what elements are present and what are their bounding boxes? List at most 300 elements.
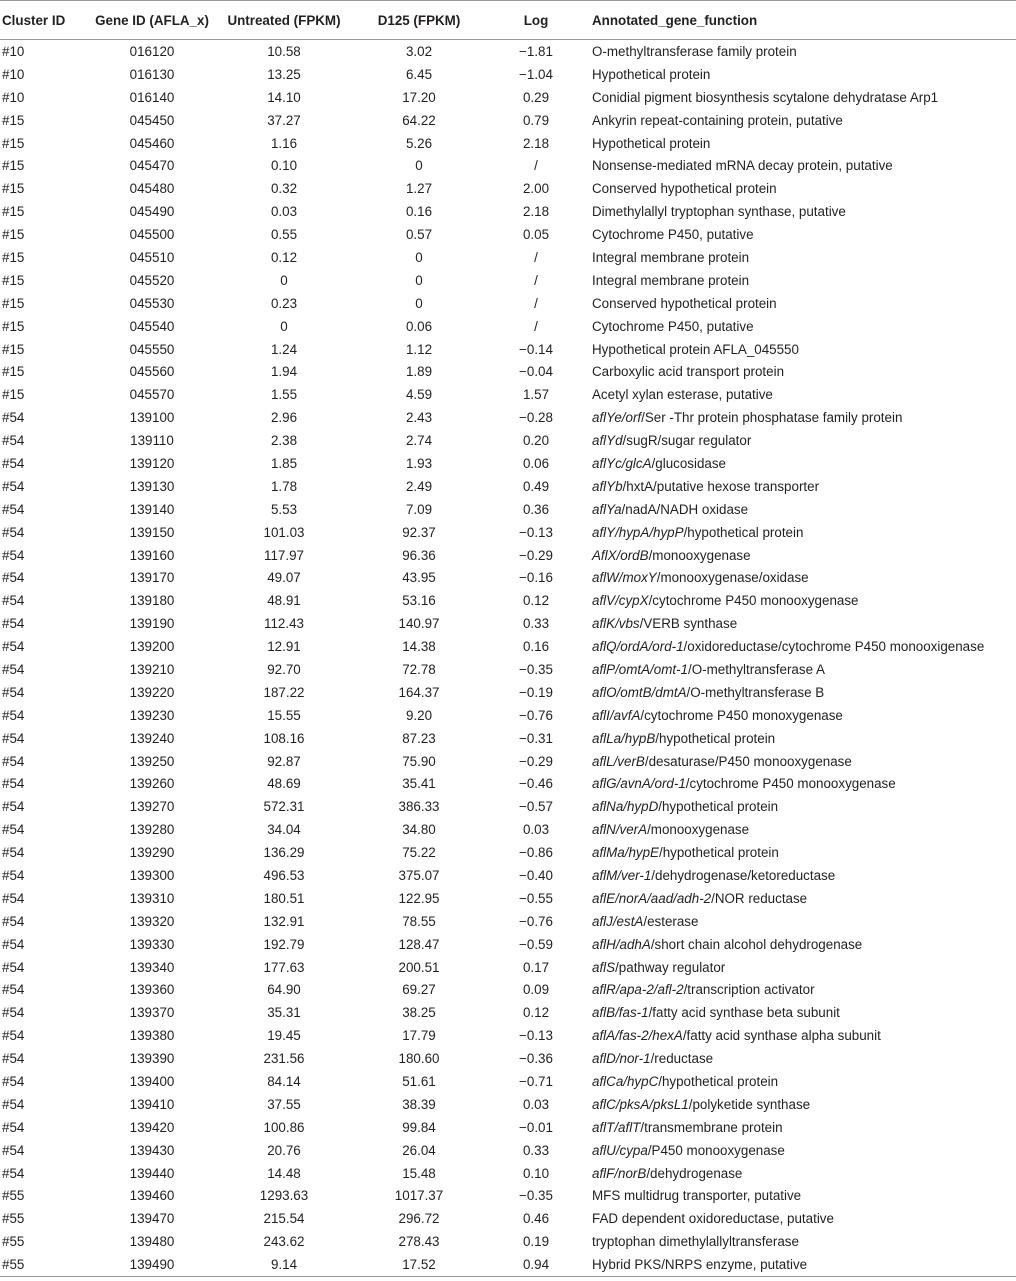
gene-id-cell: 045550 (129, 341, 175, 357)
d125-fpkm-cell: 17.20 (402, 89, 436, 105)
log-cell: 2.18 (522, 135, 550, 151)
log-cell: 0.20 (522, 433, 550, 449)
d125-fpkm-cell: 1.27 (405, 181, 433, 197)
log-cell: −1.81 (519, 43, 553, 59)
header-gene-id: Gene ID (AFLA_x) (90, 1, 214, 40)
gene-id-cell: 139230 (129, 707, 175, 723)
gene-id-cell: 139110 (130, 433, 174, 449)
untreated-fpkm-cell: 1.94 (270, 364, 298, 380)
d125-fpkm-cell: 17.52 (354, 1253, 484, 1276)
function-text: Dimethylallyl tryptophan synthase, putative (592, 204, 846, 220)
gene-symbol: aflR/apa-2/afl-2 (592, 982, 684, 998)
gene-symbol: aflNa/hypD (592, 799, 659, 815)
untreated-fpkm-cell: 180.51 (263, 890, 305, 906)
gene-id-cell: 045450 (129, 112, 175, 128)
cluster-id-cell: #15 (2, 158, 25, 174)
table-row (0, 200, 1016, 223)
table-body (0, 40, 1016, 1277)
gene-id-cell: 139140 (129, 501, 175, 517)
d125-fpkm-cell: 140.97 (398, 616, 440, 632)
annotated-function-cell (588, 1139, 1016, 1162)
table-row (0, 773, 1016, 796)
annotated-function-cell (588, 933, 1016, 956)
log-cell: −0.14 (519, 341, 553, 357)
table-row (0, 750, 1016, 773)
table-row (0, 544, 1016, 567)
d125-fpkm-cell: 122.95 (398, 890, 440, 906)
gene-id-cell: 139490 (90, 1253, 214, 1276)
cluster-id-cell: #15 (2, 249, 25, 265)
log-cell: 0.12 (522, 593, 550, 609)
gene-symbol: aflYc/glcA (592, 455, 652, 471)
untreated-fpkm-cell: 2.38 (270, 433, 298, 449)
d125-fpkm-cell: 75.90 (402, 753, 436, 769)
untreated-fpkm-cell: 0.12 (270, 249, 298, 265)
gene-id-cell: 139200 (129, 639, 175, 655)
gene-id-cell: 045540 (129, 318, 175, 334)
gene-id-cell: 045480 (129, 181, 175, 197)
table-row (0, 795, 1016, 818)
function-text: /hypothetical protein (658, 799, 779, 815)
table-row (0, 1230, 1016, 1253)
gene-id-cell: 139220 (129, 684, 175, 700)
gene-symbol: aflG/avnA/ord-1 (592, 776, 686, 792)
annotated-function-cell (588, 315, 1016, 338)
gene-symbol: aflL/verB (592, 753, 645, 769)
gene-id-cell: 045520 (129, 272, 175, 288)
log-cell: −0.57 (519, 799, 553, 815)
table-row (0, 910, 1016, 933)
function-text: /cytochrome P450 monooxygenase (648, 593, 859, 609)
untreated-fpkm-cell: 14.48 (267, 1165, 301, 1181)
table-row (0, 360, 1016, 383)
table-row (0, 292, 1016, 315)
cluster-id-cell: #54 (2, 547, 25, 563)
gene-symbol: aflY/hypA/hypP (592, 524, 684, 540)
gene-symbol: aflD/nor-1 (592, 1051, 651, 1067)
function-text: /dehydrogenase/ketoreductase (651, 868, 836, 883)
function-text: /hypothetical protein (655, 730, 776, 746)
d125-fpkm-cell: 96.36 (402, 547, 436, 563)
d125-fpkm-cell: 278.43 (398, 1234, 440, 1250)
annotated-function-cell (588, 1024, 1016, 1047)
cluster-id-cell: #54 (2, 433, 25, 449)
log-cell: 0.12 (522, 1005, 550, 1021)
function-text: /NOR reductase (711, 890, 808, 906)
annotated-function-cell (588, 132, 1016, 155)
header-row (0, 1, 1016, 40)
function-text: /hypothetical protein (683, 524, 804, 540)
cluster-id-cell: #55 (2, 1234, 25, 1250)
table-row (0, 933, 1016, 956)
gene-symbol: aflJ/estA (592, 913, 644, 929)
table-row (0, 727, 1016, 750)
d125-fpkm-cell: 35.41 (402, 776, 436, 792)
gene-id-cell: 139250 (129, 753, 175, 769)
function-text: /transmembrane protein (640, 1119, 783, 1135)
gene-id-cell: 045500 (129, 227, 175, 243)
cluster-id-cell: #55 (2, 1211, 25, 1227)
table-row (0, 86, 1016, 109)
d125-fpkm-cell: 5.26 (405, 135, 433, 151)
gene-id-cell: 045470 (129, 158, 175, 174)
gene-symbol: aflLa/hypB (592, 730, 656, 746)
table-row (0, 383, 1016, 406)
cluster-id-cell: #54 (2, 1142, 25, 1158)
log-cell: −0.46 (519, 776, 553, 792)
cluster-id-cell: #54 (2, 822, 25, 838)
table-row (0, 109, 1016, 132)
table-row (0, 635, 1016, 658)
log-cell: / (534, 318, 538, 334)
log-cell: 0.03 (522, 1096, 550, 1112)
function-text: Carboxylic acid transport protein (592, 364, 785, 380)
function-text: Hypothetical protein (592, 135, 711, 151)
untreated-fpkm-cell: 101.03 (263, 524, 305, 540)
untreated-fpkm-cell: 177.63 (263, 959, 305, 975)
header-cluster-id: Cluster ID (0, 1, 90, 40)
untreated-fpkm-cell: 19.45 (267, 1028, 301, 1044)
gene-id-cell: 016140 (129, 89, 175, 105)
d125-fpkm-cell: 17.79 (402, 1028, 436, 1044)
annotated-function-cell (588, 727, 1016, 750)
untreated-fpkm-cell: 243.62 (263, 1234, 305, 1250)
log-cell: / (534, 295, 538, 311)
table-row (0, 1207, 1016, 1230)
annotated-function-cell (588, 383, 1016, 406)
table-header (0, 1, 1016, 40)
gene-symbol: aflE/norA/aad/adh-2 (592, 890, 712, 906)
gene-id-cell: 016130 (129, 66, 175, 82)
gene-symbol: aflP/omtA/omt-1 (592, 661, 688, 677)
table-row (0, 1253, 1016, 1276)
annotated-function-cell (588, 681, 1016, 704)
header-untreated: Untreated (FPKM) (214, 1, 354, 40)
annotated-function-cell (588, 566, 1016, 589)
function-text: Hypothetical protein (592, 66, 711, 82)
d125-fpkm-cell: 386.33 (398, 799, 440, 815)
untreated-fpkm-cell: 92.87 (267, 753, 301, 769)
untreated-fpkm-cell: 0 (280, 318, 288, 334)
table-row (0, 658, 1016, 681)
cluster-id-cell: #15 (2, 387, 25, 403)
d125-fpkm-cell: 78.55 (402, 913, 436, 929)
cluster-id-cell: #55 (0, 1253, 90, 1276)
function-text: /nadA/NADH oxidase (621, 501, 749, 517)
gene-symbol: aflO/omtB/dmtA (592, 684, 687, 700)
log-cell: −0.31 (519, 730, 553, 746)
untreated-fpkm-cell: 1.85 (270, 455, 298, 471)
log-cell: −0.13 (519, 524, 553, 540)
untreated-fpkm-cell: 0.23 (270, 295, 298, 311)
gene-symbol: aflU/cypa (592, 1142, 648, 1158)
untreated-fpkm-cell: 496.53 (263, 868, 305, 883)
log-cell: −0.59 (519, 936, 553, 952)
table-row (0, 1070, 1016, 1093)
cluster-id-cell: #54 (2, 707, 25, 723)
annotated-function-cell (588, 360, 1016, 383)
gene-symbol: aflM/ver-1 (592, 868, 652, 883)
log-cell: 1.57 (522, 387, 550, 403)
log-cell: −0.28 (519, 410, 553, 426)
table-row (0, 429, 1016, 452)
table-row (0, 1139, 1016, 1162)
gene-symbol: aflA/fas-2/hexA (592, 1028, 683, 1044)
cluster-id-cell: #15 (2, 181, 25, 197)
table-row (0, 1162, 1016, 1185)
gene-symbol: aflMa/hypE (592, 845, 659, 861)
untreated-fpkm-cell: 15.55 (267, 707, 301, 723)
annotated-function-cell (588, 1253, 1016, 1276)
d125-fpkm-cell: 3.02 (405, 43, 433, 59)
function-text: /cytochrome P450 monoxygenase (640, 707, 843, 723)
function-text: /hypothetical protein (659, 845, 779, 861)
gene-symbol: aflN/verA (592, 822, 648, 838)
gene-id-cell: 139360 (129, 982, 175, 998)
function-text: Hypothetical protein AFLA_045550 (592, 341, 799, 357)
gene-id-cell: 139480 (129, 1234, 175, 1250)
untreated-fpkm-cell: 132.91 (263, 913, 305, 929)
annotated-function-cell (588, 612, 1016, 635)
cluster-id-cell: #15 (2, 318, 25, 334)
annotated-function-cell (588, 40, 1016, 63)
d125-fpkm-cell: 375.07 (398, 868, 440, 883)
function-text: FAD dependent oxidoreductase, putative (592, 1211, 834, 1227)
log-cell: −0.16 (519, 570, 553, 586)
annotated-function-cell (588, 338, 1016, 361)
table-row (0, 521, 1016, 544)
untreated-fpkm-cell: 0.32 (270, 181, 298, 197)
annotated-function-cell (588, 429, 1016, 452)
log-cell: / (534, 272, 538, 288)
log-cell: 0.33 (522, 616, 550, 632)
gene-id-cell: 139290 (129, 845, 175, 861)
d125-fpkm-cell: 1017.37 (394, 1188, 444, 1204)
d125-fpkm-cell: 128.47 (398, 936, 440, 952)
gene-symbol: aflC/pksA/pksL1 (592, 1096, 689, 1112)
log-cell: 0.06 (522, 455, 550, 471)
table-row (0, 589, 1016, 612)
annotated-function-cell (588, 498, 1016, 521)
table-row (0, 1001, 1016, 1024)
gene-id-cell: 139420 (129, 1119, 175, 1135)
untreated-fpkm-cell: 49.07 (267, 570, 301, 586)
table-row (0, 269, 1016, 292)
gene-symbol: aflF/norB (592, 1165, 647, 1181)
untreated-fpkm-cell: 1.16 (270, 135, 298, 151)
function-text: /monooxygenase/oxidase (656, 570, 809, 586)
table-row (0, 177, 1016, 200)
log-cell: −0.29 (519, 547, 553, 563)
untreated-fpkm-cell: 215.54 (263, 1211, 305, 1227)
d125-fpkm-cell: 34.80 (402, 822, 436, 838)
d125-fpkm-cell: 7.09 (405, 501, 433, 517)
untreated-fpkm-cell: 35.31 (267, 1005, 301, 1021)
d125-fpkm-cell: 0.16 (405, 204, 433, 220)
function-text: /monooxygenase (647, 822, 750, 838)
gene-id-cell: 139210 (129, 661, 175, 677)
log-cell: 0.09 (522, 982, 550, 998)
function-text: Cytochrome P450, putative (592, 318, 754, 334)
function-text: /hypothetical protein (658, 1074, 779, 1090)
gene-symbol: aflV/cypX (592, 593, 649, 609)
untreated-fpkm-cell: 572.31 (263, 799, 305, 815)
table-row (0, 864, 1016, 887)
table-row (0, 246, 1016, 269)
annotated-function-cell (588, 589, 1016, 612)
log-cell: −0.36 (519, 1051, 553, 1067)
untreated-fpkm-cell: 192.79 (263, 936, 305, 952)
untreated-fpkm-cell: 14.10 (267, 89, 301, 105)
annotated-function-cell (588, 1230, 1016, 1253)
cluster-id-cell: #54 (2, 478, 25, 494)
annotated-function-cell (588, 956, 1016, 979)
function-text: Integral membrane protein (592, 272, 750, 288)
d125-fpkm-cell: 4.59 (405, 387, 433, 403)
log-cell: −1.04 (519, 66, 553, 82)
d125-fpkm-cell: 1.93 (405, 455, 433, 471)
annotated-function-cell (588, 177, 1016, 200)
d125-fpkm-cell: 2.43 (405, 410, 433, 426)
cluster-id-cell: #54 (2, 845, 25, 861)
gene-symbol: aflS (592, 959, 616, 975)
log-cell: −0.29 (519, 753, 553, 769)
untreated-fpkm-cell: 0 (280, 272, 288, 288)
gene-id-cell: 139300 (129, 868, 175, 883)
gene-id-cell: 139340 (129, 959, 175, 975)
untreated-fpkm-cell: 20.76 (267, 1142, 301, 1158)
log-cell: 2.00 (522, 181, 550, 197)
gene-symbol: aflB/fas-1 (592, 1005, 649, 1021)
d125-fpkm-cell: 53.16 (402, 593, 436, 609)
gene-id-cell: 139470 (129, 1211, 175, 1227)
d125-fpkm-cell: 51.61 (402, 1074, 436, 1090)
table-row (0, 1116, 1016, 1139)
annotated-function-cell (588, 86, 1016, 109)
function-text: Cytochrome P450, putative (592, 227, 754, 243)
table-row (0, 132, 1016, 155)
log-cell: 0.79 (522, 112, 550, 128)
gene-id-cell: 139370 (129, 1005, 175, 1021)
cluster-id-cell: #54 (2, 1005, 25, 1021)
untreated-fpkm-cell: 48.91 (267, 593, 301, 609)
gene-symbol: aflK/vbs (592, 616, 640, 632)
cluster-id-cell: #10 (2, 89, 25, 105)
annotated-function-cell (588, 773, 1016, 796)
untreated-fpkm-cell: 0.10 (270, 158, 298, 174)
function-text: /esterase (643, 913, 699, 929)
untreated-fpkm-cell: 1293.63 (259, 1188, 309, 1204)
annotated-function-cell (588, 887, 1016, 910)
table-row (0, 612, 1016, 635)
table-row (0, 63, 1016, 86)
annotated-function-cell (588, 818, 1016, 841)
log-cell: 0.19 (522, 1234, 550, 1250)
untreated-fpkm-cell: 0.55 (270, 227, 298, 243)
untreated-fpkm-cell: 231.56 (263, 1051, 305, 1067)
d125-fpkm-cell: 6.45 (405, 66, 433, 82)
cluster-id-cell: #54 (2, 593, 25, 609)
d125-fpkm-cell: 75.22 (402, 845, 436, 861)
table-row (0, 452, 1016, 475)
cluster-id-cell: #54 (2, 753, 25, 769)
log-cell: 0.03 (522, 822, 550, 838)
gene-symbol: aflI/avfA (592, 707, 641, 723)
cluster-id-cell: #54 (2, 501, 25, 517)
annotated-function-cell (588, 1116, 1016, 1139)
d125-fpkm-cell: 92.37 (402, 524, 436, 540)
table-row (0, 704, 1016, 727)
gene-id-cell: 139380 (129, 1028, 175, 1044)
annotated-function-cell (588, 452, 1016, 475)
log-cell: −0.04 (519, 364, 553, 380)
cluster-id-cell: #15 (2, 135, 25, 151)
gene-id-cell: 139180 (129, 593, 175, 609)
gene-symbol: aflYb (592, 478, 623, 494)
log-cell: / (534, 249, 538, 265)
function-text: /transcription activator (683, 982, 815, 998)
function-text: /glucosidase (651, 455, 726, 471)
annotated-function-cell (588, 1001, 1016, 1024)
table-row (0, 315, 1016, 338)
annotated-function-cell (588, 521, 1016, 544)
log-cell: 0.10 (522, 1165, 550, 1181)
annotated-function-cell (588, 1047, 1016, 1070)
cluster-id-cell: #15 (2, 341, 25, 357)
log-cell: −0.01 (519, 1119, 553, 1135)
annotated-function-cell (588, 154, 1016, 177)
annotated-function-cell (588, 200, 1016, 223)
gene-id-cell: 139460 (129, 1188, 175, 1204)
d125-fpkm-cell: 38.25 (402, 1005, 436, 1021)
d125-fpkm-cell: 14.38 (402, 639, 436, 655)
log-cell: 0.17 (522, 959, 550, 975)
cluster-id-cell: #15 (2, 112, 25, 128)
function-text: /oxidoreductase/cytochrome P450 monooxigenase (683, 639, 985, 655)
gene-symbol: aflCa/hypC (592, 1074, 659, 1090)
annotated-function-cell (588, 750, 1016, 773)
cluster-id-cell: #54 (2, 524, 25, 540)
table-row (0, 1185, 1016, 1208)
function-text: Conserved hypothetical protein (592, 181, 777, 197)
table-row (0, 979, 1016, 1002)
table-row (0, 1093, 1016, 1116)
untreated-fpkm-cell: 48.69 (267, 776, 301, 792)
function-text: tryptophan dimethylallyltransferase (592, 1234, 799, 1250)
untreated-fpkm-cell: 9.14 (214, 1253, 354, 1276)
d125-fpkm-cell: 164.37 (398, 684, 440, 700)
d125-fpkm-cell: 9.20 (405, 707, 433, 723)
untreated-fpkm-cell: 34.04 (267, 822, 301, 838)
annotated-function-cell (588, 223, 1016, 246)
log-cell: −0.13 (519, 1028, 553, 1044)
untreated-fpkm-cell: 117.97 (264, 547, 304, 563)
d125-fpkm-cell: 200.51 (398, 959, 440, 975)
log-cell: 2.18 (522, 204, 550, 220)
function-text: /fatty acid synthase beta subunit (648, 1005, 840, 1021)
cluster-id-cell: #54 (2, 913, 25, 929)
cluster-id-cell: #54 (2, 661, 25, 677)
annotated-function-cell (588, 795, 1016, 818)
cluster-id-cell: #54 (2, 639, 25, 655)
cluster-id-cell: #54 (2, 684, 25, 700)
log-cell: 0.36 (522, 501, 550, 517)
gene-id-cell: 139130 (129, 478, 175, 494)
annotated-function-cell (588, 544, 1016, 567)
cluster-id-cell: #10 (2, 66, 25, 82)
log-cell: 0.46 (522, 1211, 550, 1227)
gene-id-cell: 139100 (129, 410, 175, 426)
